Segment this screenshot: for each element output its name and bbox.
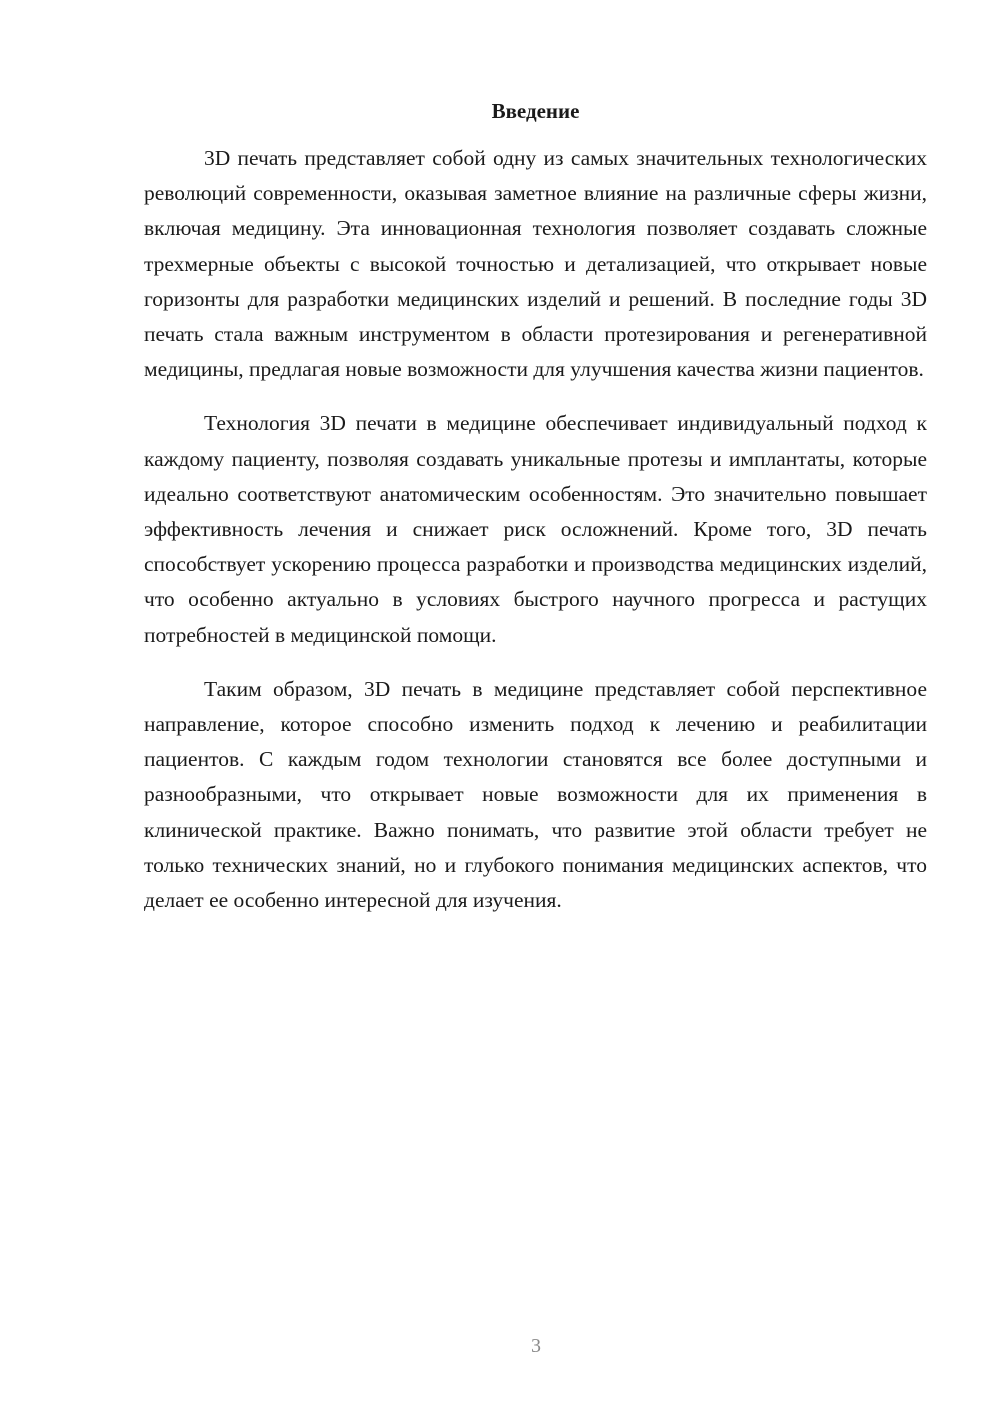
page-number: 3: [531, 1335, 541, 1357]
paragraph-3: Таким образом, 3D печать в медицине представляет собой перспективное направление, которое способно изменить подход к лечению и реабилитации пациентов. С каждым годом технологии становятся все более доступными и разнообразными, что открывает новые возможности для их применения в клинической практике. Важно понимать, что развитие этой области требует не только технических знаний, но и глубокого понимания медицинских аспектов, что делает ее особенно интересной для изучения.: [144, 676, 927, 913]
page-content: [144, 96, 927, 918]
page-title: Введение: [491, 99, 580, 123]
paragraph-2: Технология 3D печати в медицине обеспечивает индивидуальный подход к каждому пациенту, позволяя создавать уникальные протезы и имплантаты, которые идеально соответствуют анатомическим особенностям. Это значительно повышает эффективность лечения и снижает риск осложнений. Кроме того, 3D печать способствует ускорению процесса разработки и производства медицинских изделий, что особенно актуально в условиях быстрого научного прогресса и растущих потребностей в медицинской помощи.: [144, 411, 927, 647]
paragraph-1: 3D печать представляет собой одну из самых значительных технологических революций современности, оказывая заметное влияние на различные сферы жизни, включая медицину. Эта инновационная технология позволяет создавать сложные трехмерные объекты с высокой точностью и детализацией, что открывает новые горизонты для разработки медицинских изделий и решений. В последние годы 3D печать стала важным инструментом в области протезирования и регенеративной медицины, предлагая новые возможности для улучшения качества жизни пациентов.: [144, 146, 927, 382]
